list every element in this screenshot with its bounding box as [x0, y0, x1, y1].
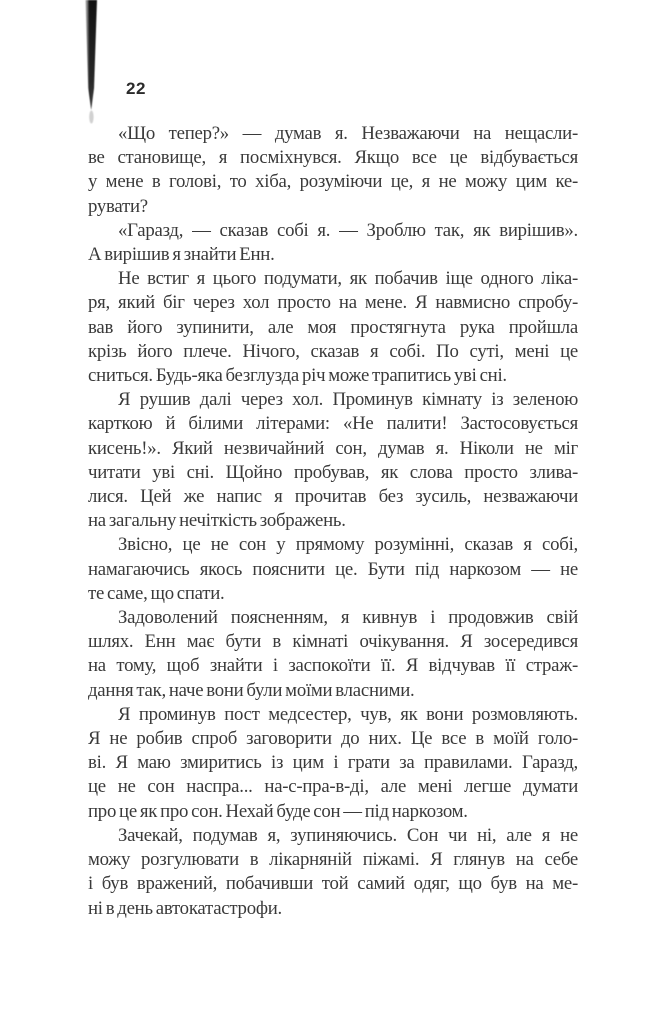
text-line: вав його зупинити, але моя простягнута рука пройшла: [88, 316, 578, 338]
text-line: те саме, що спати.: [88, 582, 225, 604]
body-text: [88, 122, 578, 921]
text-line: на тому, щоб знайти і заспокоїти її. Я відчував її страж-: [88, 655, 578, 677]
text-line: кисень!». Який незвичайний сон, думав я. Ніколи не міг: [88, 437, 578, 459]
text-line: Звісно, це не сон у прямому розумінні, сказав я собі,: [118, 534, 578, 556]
text-line: крізь його плече. Нічого, сказав я собі. По суті, мені це: [88, 340, 578, 362]
text-line: це не сон наспра... на-с-пра-в-ді, але мені легше думати: [88, 776, 578, 798]
ink-smudge-mark: [80, 0, 104, 132]
text-line: Задоволений поясненням, я кивнув і продовжив свій: [118, 607, 578, 629]
text-line: у мене в голові, то хіба, розуміючи це, я не можу цим ке-: [88, 171, 578, 193]
paragraph: [88, 388, 578, 533]
paragraph: [88, 606, 578, 703]
text-line: «Гаразд, — сказав собі я. — Зроблю так, як вирішив».: [118, 219, 578, 241]
text-line: і був вражений, побачивши той самий одяг, що був на ме-: [88, 873, 578, 895]
text-line: «Що тепер?» — думав я. Незважаючи на нещасли-: [118, 123, 578, 144]
text-line: Я не робив спроб заговорити до них. Це все в моїй голо-: [88, 728, 578, 750]
text-line: Зачекай, подумав я, зупиняючись. Сон чи ні, але я не: [118, 824, 578, 846]
text-line: ря, який біг через хол просто на мене. Я навмисно спробу-: [88, 292, 578, 314]
text-line: ні в день автокатастрофи.: [88, 897, 282, 919]
paragraph: [88, 219, 578, 267]
text-line: намагаючись якось пояснити це. Бути під наркозом — не: [88, 558, 578, 580]
paragraph: [88, 824, 578, 921]
text-line: сниться. Будь-яка безглузда річ може трапитись уві сні.: [88, 365, 507, 387]
text-line: рувати?: [88, 195, 148, 217]
text-line: ве становище, я посміхнувся. Якщо все це відбувається: [88, 147, 578, 169]
text-line: А вирішив я знайти Енн.: [88, 244, 275, 266]
paragraph: [88, 267, 578, 388]
paragraph: [88, 533, 578, 606]
page-number: 22: [126, 79, 146, 98]
paragraph: [88, 122, 578, 219]
text-line: лися. Цей же напис я прочитав без зусиль, незважаючи: [88, 486, 578, 508]
paragraph: [88, 703, 578, 824]
text-line: шлях. Енн має бути в кімнаті очікування. Я зосередився: [88, 631, 578, 653]
text-line: читати уві сні. Щойно пробував, як слова просто злива-: [88, 461, 578, 483]
text-line: карткою й білими літерами: «Не палити! Застосовується: [88, 413, 578, 435]
text-line: на загальну нечіткість зображень.: [88, 510, 346, 532]
text-line: Я проминув пост медсестер, чув, як вони розмовляють.: [118, 703, 578, 725]
text-line: Не встиг я цього подумати, як побачив іще одного ліка-: [118, 268, 578, 290]
text-line: можу розгулювати в лікарняній піжамі. Я глянув на себе: [88, 849, 578, 871]
text-line: дання так, наче вони були моїми власними.: [88, 679, 415, 701]
text-line: Я рушив далі через хол. Проминув кімнату із зеленою: [118, 389, 578, 411]
text-line: про це як про сон. Нехай буде сон — під наркозом.: [88, 800, 468, 822]
text-line: ві. Я маю змиритись із цим і грати за правилами. Гаразд,: [88, 752, 578, 774]
